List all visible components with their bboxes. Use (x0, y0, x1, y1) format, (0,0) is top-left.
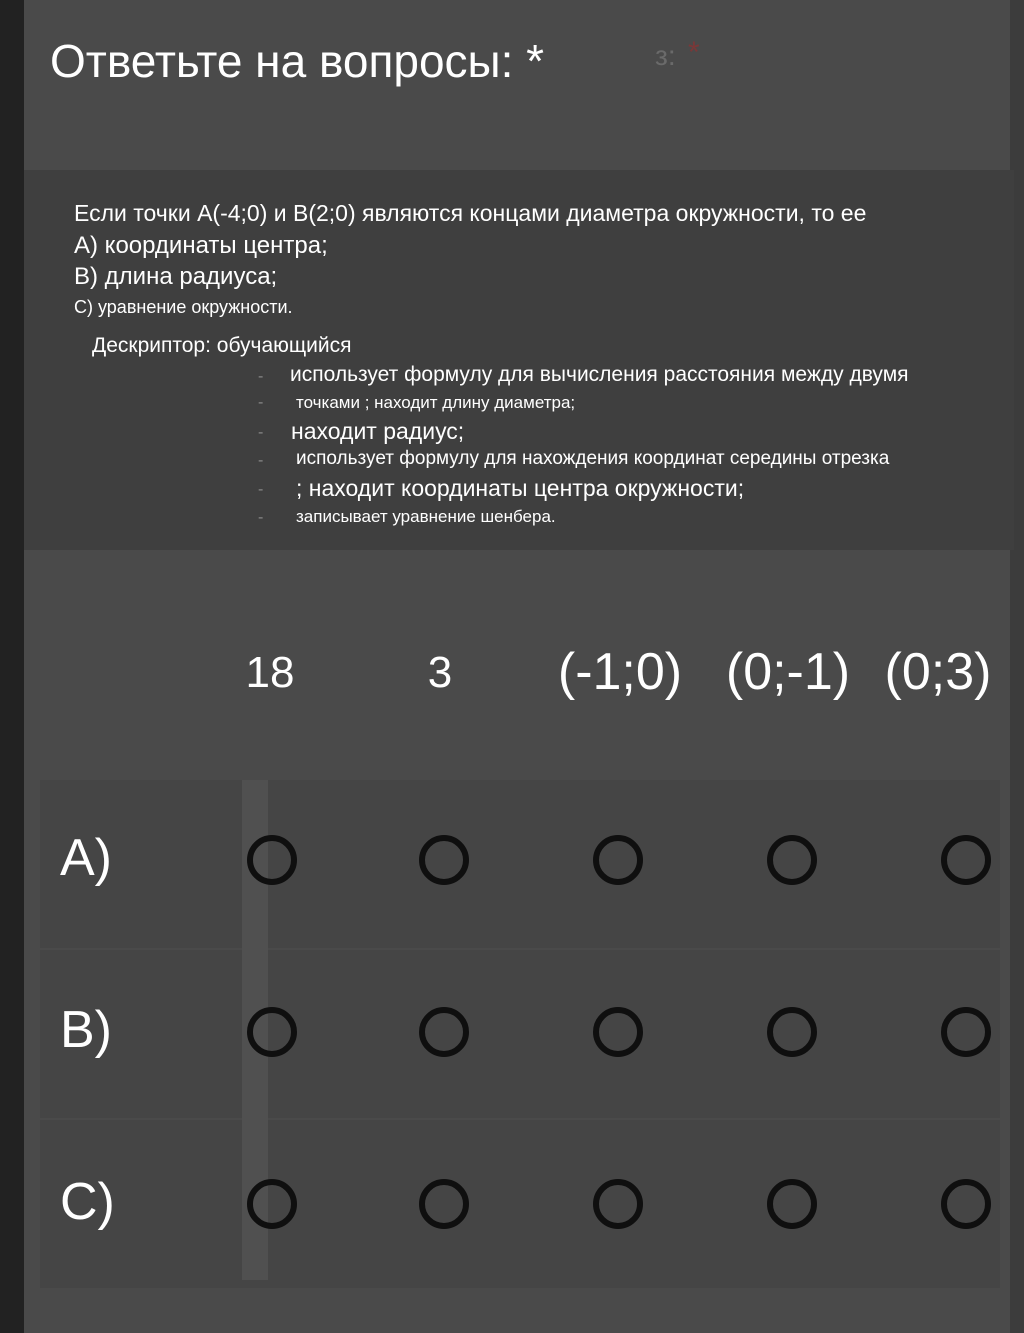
grid-row-c (40, 1120, 1000, 1288)
bullet-marker: - (258, 509, 264, 526)
question-intro: Если точки A(-4;0) и B(2;0) являются концами диаметра окружности, то ее (74, 200, 867, 226)
radio-c-3[interactable] (419, 1179, 469, 1229)
row-label-a: А) (60, 829, 112, 887)
descriptor-item: использует формулу для нахождения координат середины отрезка (296, 448, 890, 469)
radio-a-0-m1[interactable] (767, 835, 817, 885)
question-part-b: В) длина радиуса; (74, 263, 278, 290)
bullet-marker: - (258, 481, 264, 498)
required-asterisk: * (688, 36, 700, 69)
column-header: (0;-1) (725, 643, 851, 701)
radio-c-0-m1[interactable] (767, 1179, 817, 1229)
radio-a-m1-0[interactable] (593, 835, 643, 885)
bullet-marker: - (258, 424, 264, 441)
radio-b-m1-0[interactable] (593, 1007, 643, 1057)
grid-row-b (40, 950, 1000, 1118)
descriptor-heading: Дескриптор: обучающийся (92, 334, 352, 357)
descriptor-item: записывает уравнение шенбера. (296, 507, 556, 526)
descriptor-item: находит радиус; (291, 418, 465, 444)
radio-b-3[interactable] (419, 1007, 469, 1057)
question-title: Ответьте на вопросы: * (50, 35, 545, 87)
radio-a-18[interactable] (247, 835, 297, 885)
descriptor-item: точками ; находит длину диаметра; (296, 393, 576, 412)
descriptor-item: ; находит координаты центра окружности; (296, 475, 745, 501)
row-label-c: С) (60, 1173, 115, 1231)
column-header: (0;3) (884, 643, 992, 701)
bullet-marker: - (258, 394, 264, 411)
bullet-marker: - (258, 368, 264, 385)
grid-row-a (40, 780, 1000, 948)
radio-b-0-m1[interactable] (767, 1007, 817, 1057)
bullet-marker: - (258, 452, 264, 469)
radio-a-0-3[interactable] (941, 835, 991, 885)
question-part-a: А) координаты центра; (74, 232, 328, 259)
row-label-b: В) (60, 1001, 112, 1059)
radio-a-3[interactable] (419, 835, 469, 885)
question-part-c: С) уравнение окружности. (74, 297, 293, 317)
column-header: 3 (427, 648, 453, 697)
radio-c-m1-0[interactable] (593, 1179, 643, 1229)
column-header: 18 (245, 648, 295, 697)
radio-b-0-3[interactable] (941, 1007, 991, 1057)
ghost-text: з: (655, 40, 676, 71)
radio-c-18[interactable] (247, 1179, 297, 1229)
column-header: (-1;0) (557, 643, 683, 701)
descriptor-item: использует формулу для вычисления расстояния между двумя (290, 363, 909, 386)
radio-b-18[interactable] (247, 1007, 297, 1057)
radio-c-0-3[interactable] (941, 1179, 991, 1229)
